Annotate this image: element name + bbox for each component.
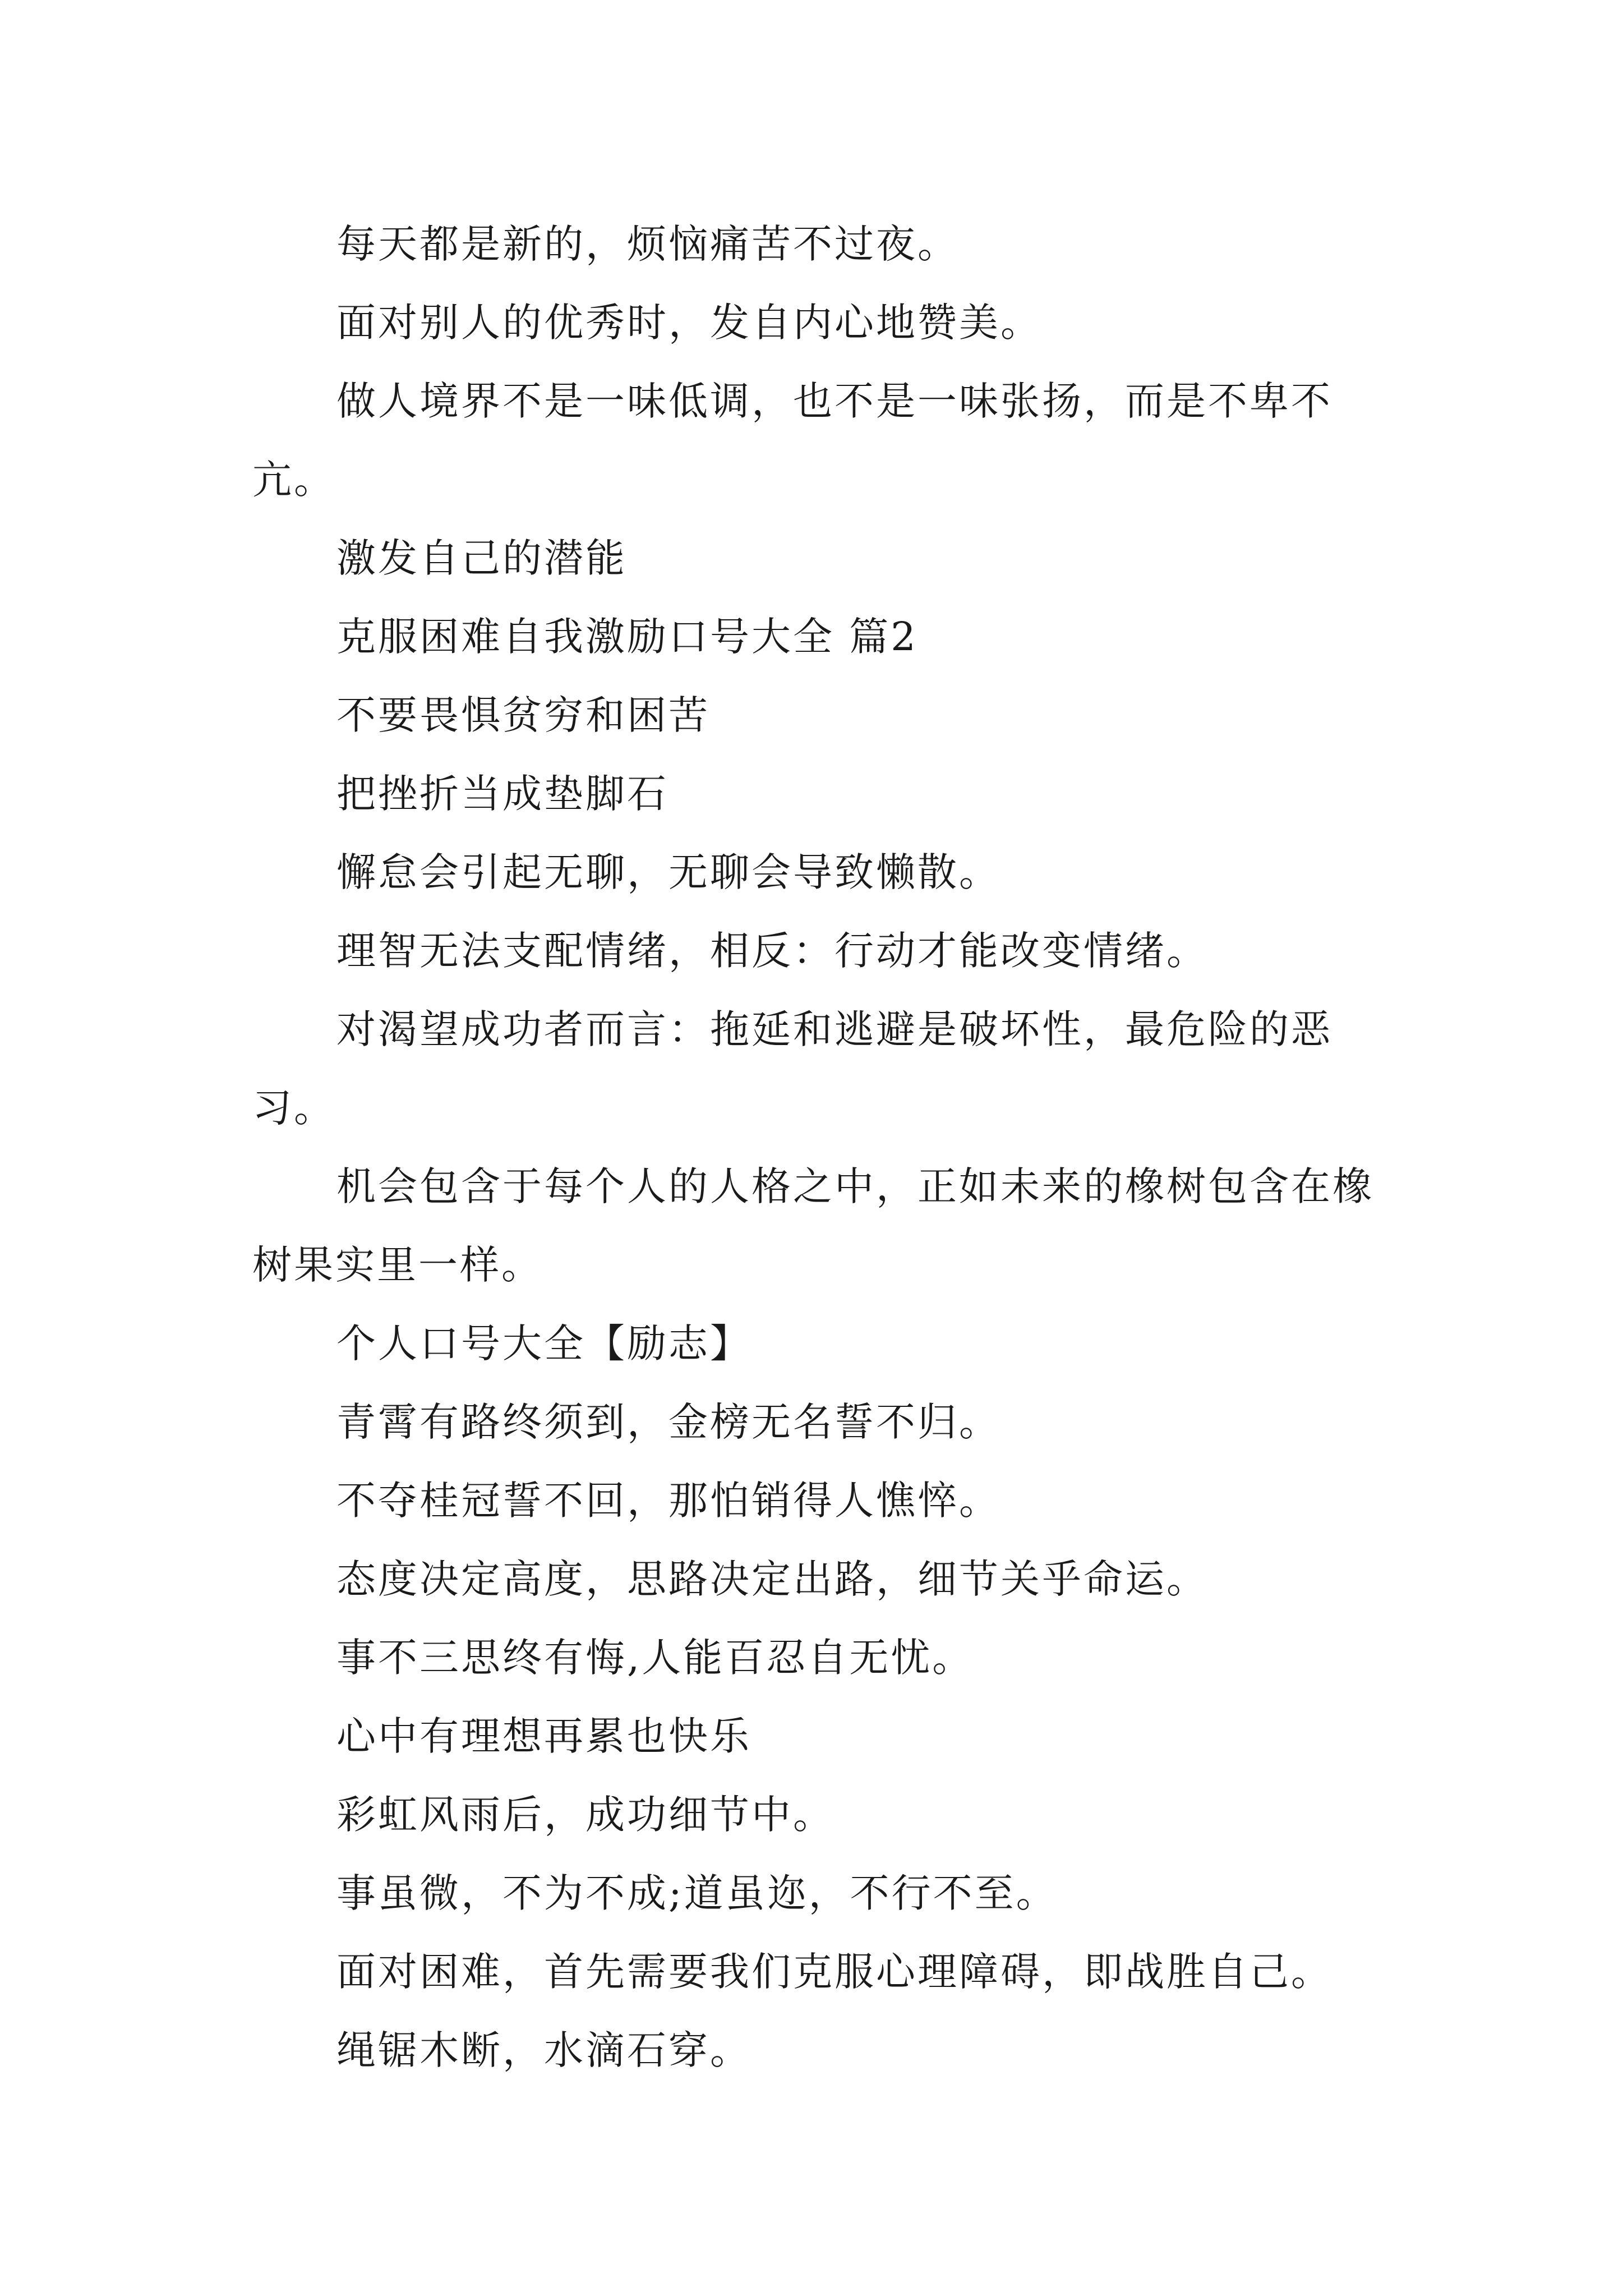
- paragraph: 面对别人的优秀时，发自内心地赞美。: [336, 300, 1042, 346]
- paragraph: 不要畏惧贫穷和困苦: [336, 692, 710, 738]
- paragraph: 彩虹风雨后，成功细节中。: [336, 1792, 834, 1838]
- paragraph: 事虽微，不为不成;道虽迩，不行不至。: [336, 1870, 1058, 1916]
- paragraph: 对渴望成功者而言：拖延和逃避是破坏性，最危险的恶习。: [252, 1006, 1332, 1131]
- paragraph: 激发自己的潜能: [336, 535, 627, 581]
- section-heading: 个人口号大全【励志】: [336, 1320, 751, 1366]
- paragraph: 懈怠会引起无聊，无聊会导致懒散。: [336, 849, 1000, 895]
- paragraph: 每天都是新的，烦恼痛苦不过夜。: [336, 221, 959, 267]
- paragraph: 心中有理想再累也快乐: [336, 1713, 751, 1759]
- paragraph: 理智无法支配情绪，相反：行动才能改变情绪。: [336, 928, 1208, 974]
- paragraph: 事不三思终有悔,人能百忍自无忧。: [336, 1635, 974, 1681]
- paragraph: 青霄有路终须到，金榜无名誓不归。: [336, 1399, 1000, 1445]
- paragraph: 不夺桂冠誓不回，那怕销得人憔悴。: [336, 1478, 1000, 1524]
- paragraph: 面对困难，首先需要我们克服心理障碍，即战胜自己。: [336, 1949, 1332, 1995]
- paragraph: 把挫折当成垫脚石: [336, 771, 668, 817]
- paragraph: 绳锯木断，水滴石穿。: [336, 2027, 751, 2073]
- paragraph: 机会包含于每个人的人格之中，正如未来的橡树包含在橡树果实里一样。: [252, 1163, 1374, 1288]
- section-heading: 克服困难自我激励口号大全 篇2: [336, 614, 918, 660]
- paragraph: 做人境界不是一味低调，也不是一味张扬，而是不卑不亢。: [252, 378, 1332, 503]
- paragraph: 态度决定高度，思路决定出路，细节关乎命运。: [336, 1556, 1208, 1602]
